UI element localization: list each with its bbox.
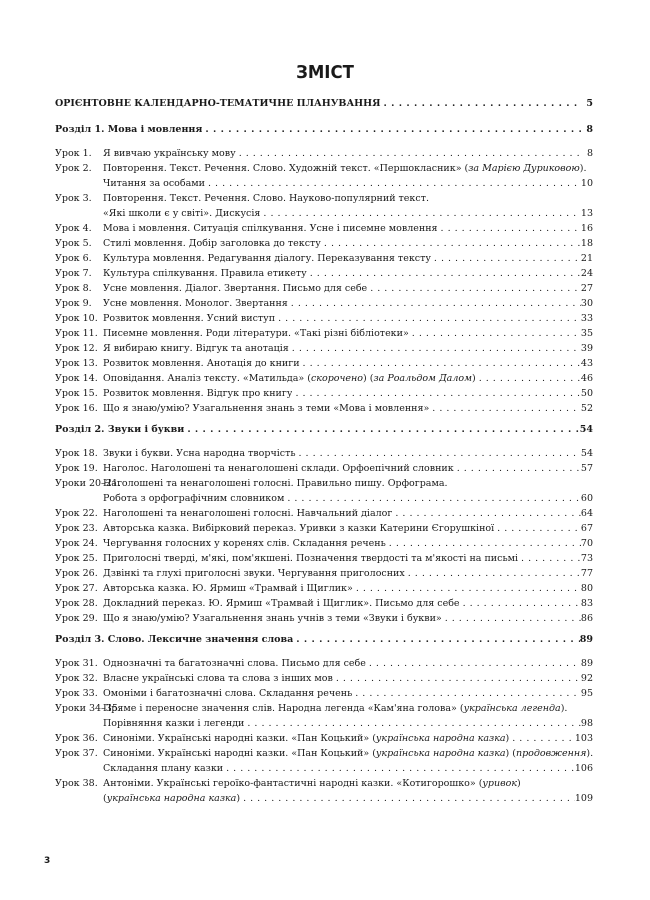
toc-entry-label: Урок 15. [55, 388, 98, 399]
toc-entry [55, 567, 593, 582]
dot-leader [205, 177, 581, 190]
toc-entry-label: Урок 38. [55, 778, 98, 789]
toc-page-number: 106 [574, 763, 593, 774]
toc-entry-title: Власне українські слова та слова з інших мов [103, 673, 333, 684]
dot-leader [367, 282, 581, 295]
toc-page-number: 86 [580, 613, 593, 624]
toc-entry-title: Розвиток мовлення. Усний виступ [103, 313, 276, 324]
toc-entry-label: Урок 1. [55, 148, 92, 159]
toc-entry-label: Урок 32. [55, 673, 98, 684]
dot-leader [300, 357, 581, 370]
toc-entry-title: Складання плану казки [103, 763, 224, 774]
toc-entry [55, 312, 593, 327]
toc-entry-title: Розділ 1. Мова і мовлення [55, 124, 203, 135]
toc-entry [55, 552, 593, 567]
dot-leader [321, 237, 581, 250]
toc-entry-title: Оповідання. Аналіз тексту. «Матильда» (скорочено) (за Роальдом Далом) [103, 373, 476, 384]
toc-entry-title: ОРІЄНТОВНЕ КАЛЕНДАРНО-ТЕМАТИЧНЕ ПЛАНУВАННЯ [55, 98, 381, 109]
toc-page-number: 13 [580, 208, 593, 219]
toc-entry-label: Урок 24. [55, 538, 98, 549]
toc-entry-title: Наголошені та ненаголошені голосні. Правильно пишу. Орфограма. [103, 478, 448, 489]
dot-leader [352, 687, 581, 700]
toc-entry-title: Приголосні тверді, м'які, пом'якшені. Позначення твердості та м'якості на письмі [103, 553, 519, 564]
toc-entry-label: Урок 18. [55, 448, 98, 459]
toc-page-number: 18 [580, 238, 593, 249]
toc-entry-title: Читання за особами [103, 178, 205, 189]
dot-leader [184, 423, 579, 436]
toc-entry-label: Урок 13. [55, 358, 98, 369]
toc-entry-title: Розділ 3. Слово. Лексичне значення слова [55, 634, 294, 645]
dot-leader [307, 267, 581, 280]
toc-entry [55, 342, 593, 357]
table-of-contents [55, 97, 593, 807]
toc-page-number: 8 [586, 124, 593, 135]
toc-entry-label: Урок 7. [55, 268, 92, 279]
toc-entry-title: Повторення. Текст. Речення. Слово. Художній текст. «Першокласник» (за Марією Дуриковою). [103, 163, 587, 174]
toc-entry [55, 537, 593, 552]
toc-page-number: 77 [580, 568, 593, 579]
toc-entry [55, 732, 593, 747]
toc-entry [55, 462, 593, 477]
toc-entry [55, 702, 593, 732]
toc-entry-title: Що я знаю/умію? Узагальнення знань учнів з теми «Звуки і букви» [103, 613, 442, 624]
dot-leader [223, 762, 575, 775]
toc-entry [55, 402, 593, 417]
toc-entry [55, 297, 593, 312]
toc-entry-title: Дзвінкі та глухі приголосні звуки. Чергування приголосних [103, 568, 405, 579]
toc-entry [55, 357, 593, 372]
toc-page-number: 109 [574, 793, 593, 804]
toc-page-number: 57 [580, 463, 593, 474]
toc-page-number: 16 [580, 223, 593, 234]
toc-page-number: 54 [579, 424, 593, 435]
toc-entry-label: Урок 27. [55, 583, 98, 594]
dot-leader [284, 492, 581, 505]
toc-entry-title: Синоніми. Українські народні казки. «Пан Коцький» (українська народна казка) [103, 733, 510, 744]
toc-entry [55, 222, 593, 237]
toc-entry [55, 327, 593, 342]
toc-entry [55, 522, 593, 537]
toc-page-number: 89 [580, 658, 593, 669]
toc-page-number: 46 [580, 373, 593, 384]
toc-entry-label: Урок 11. [55, 328, 98, 339]
toc-entry-title: Стилі мовлення. Добір заголовка до тексту [103, 238, 321, 249]
toc-page-number: 27 [580, 283, 593, 294]
toc-entry-title: (українська народна казка) [103, 793, 241, 804]
toc-entry-title: Розвиток мовлення. Анотація до книги [103, 358, 300, 369]
toc-entry-label: Урок 23. [55, 523, 98, 534]
toc-entry-label: Урок 4. [55, 223, 92, 234]
toc-entry-label: Урок 9. [55, 298, 92, 309]
toc-entry-title: Порівняння казки і легенди [103, 718, 245, 729]
toc-entry-title: «Які школи є у світі». Дискусія [103, 208, 261, 219]
toc-section-heading [55, 123, 593, 136]
toc-entry [55, 747, 593, 777]
toc-entry-title: Писемне мовлення. Роди літератури. «Такі різні бібліотеки» [103, 328, 409, 339]
toc-entry-title: Культура спілкування. Правила етикету [103, 268, 307, 279]
toc-entry-title: Розділ 2. Звуки і букви [55, 424, 185, 435]
toc-entry-title: Робота з орфографічним словником [103, 493, 285, 504]
toc-page-number: 80 [580, 583, 593, 594]
dot-leader [518, 552, 581, 565]
toc-entry-title: Я вибираю книгу. Відгук та анотація [103, 343, 289, 354]
toc-entry-label: Урок 16. [55, 403, 98, 414]
dot-leader [409, 327, 581, 340]
toc-entry-label: Урок 36. [55, 733, 98, 744]
toc-entry-title: Омоніми і багатозначні слова. Складання речень [103, 688, 353, 699]
toc-entry-label: Урок 31. [55, 658, 98, 669]
toc-page-number: 30 [580, 298, 593, 309]
toc-entry-title: Мова і мовлення. Ситуація спілкування. Усне і писемне мовлення [103, 223, 438, 234]
dot-leader [366, 657, 581, 670]
toc-entry-title: Авторська казка. Ю. Ярмиш «Трамвай і Щиглик» [103, 583, 353, 594]
toc-page-number: 70 [580, 538, 593, 549]
toc-entry-title: Докладний переказ. Ю. Ярмиш «Трамвай і Щиглик». Письмо для себе [103, 598, 460, 609]
toc-page-number: 52 [580, 403, 593, 414]
dot-leader [431, 252, 581, 265]
toc-entry-title: Пряме і переносне значення слів. Народна легенда «Кам'яна голова» (українська легенда). [103, 703, 568, 714]
toc-entry-label: Урок 29. [55, 613, 98, 624]
toc-entry [55, 672, 593, 687]
toc-entry-title: Я вивчаю українську мову [103, 148, 236, 159]
toc-entry-title: Однозначні та багатозначні слова. Письмо для себе [103, 658, 366, 669]
toc-entry-label: Урок 2. [55, 163, 92, 174]
toc-entry-title: Наголос. Наголошені та ненаголошені склади. Орфоепічний словник [103, 463, 454, 474]
toc-entry [55, 687, 593, 702]
dot-leader [353, 582, 581, 595]
toc-page-number: 54 [580, 448, 593, 459]
toc-entry [55, 372, 593, 387]
toc-page-number: 8 [586, 148, 593, 159]
dot-leader [405, 567, 581, 580]
toc-entry [55, 237, 593, 252]
dot-leader [240, 792, 575, 805]
toc-section-heading [55, 633, 593, 646]
toc-entry-title: Звуки і букви. Усна народна творчість [103, 448, 296, 459]
toc-entry-label: Урок 25. [55, 553, 98, 564]
toc-entry [55, 507, 593, 522]
dot-leader [288, 297, 581, 310]
page-title: ЗМІСТ [296, 62, 354, 83]
toc-entry-title: Розвиток мовлення. Відгук про книгу [103, 388, 293, 399]
toc-page-number: 67 [580, 523, 593, 534]
toc-entry [55, 267, 593, 282]
toc-entry-label: Урок 19. [55, 463, 98, 474]
toc-entry-title: Повторення. Текст. Речення. Слово. Науково-популярний текст. [103, 193, 429, 204]
toc-entry-title: Антоніми. Українські героїко-фантастичні народні казки. «Котигорошко» (уривок) [103, 778, 521, 789]
toc-entry [55, 777, 593, 807]
dot-leader [289, 342, 581, 355]
toc-page-number: 50 [580, 388, 593, 399]
toc-page-number: 98 [580, 718, 593, 729]
toc-entry-title: Усне мовлення. Монолог. Звертання [103, 298, 288, 309]
dot-leader [236, 147, 581, 160]
dot-leader [292, 387, 580, 400]
toc-entry [55, 657, 593, 672]
toc-entry [55, 447, 593, 462]
toc-entry [55, 147, 593, 162]
toc-page-number: 33 [580, 313, 593, 324]
dot-leader [460, 597, 581, 610]
toc-entry [55, 192, 593, 222]
toc-page-number: 89 [579, 634, 593, 645]
toc-entry-title: Чергування голосних у коренях слів. Складання речень [103, 538, 386, 549]
dot-leader [494, 522, 581, 535]
toc-entry-title: Авторська казка. Вибірковий переказ. Уривки з казки Катерини Єгорушкіної [103, 523, 495, 534]
toc-entry-label: Урок 8. [55, 283, 92, 294]
toc-entry-label: Уроки 34–35. [55, 703, 121, 714]
dot-leader [275, 312, 581, 325]
dot-leader [296, 447, 581, 460]
toc-entry [55, 582, 593, 597]
toc-entry-label: Урок 5. [55, 238, 92, 249]
toc-entry-label: Урок 37. [55, 748, 98, 759]
toc-entry-title: Синоніми. Українські народні казки. «Пан Коцький» (українська народна казка) (продовження). [103, 748, 593, 759]
dot-leader [260, 207, 580, 220]
toc-entry [55, 477, 593, 507]
toc-page-number: 95 [580, 688, 593, 699]
toc-entry [55, 387, 593, 402]
toc-entry [55, 162, 593, 192]
toc-entry-label: Урок 28. [55, 598, 98, 609]
toc-entry-label: Урок 12. [55, 343, 98, 354]
dot-leader [244, 717, 581, 730]
toc-entry-label: Урок 3. [55, 193, 92, 204]
toc-section-heading [55, 423, 593, 436]
dot-leader [438, 222, 581, 235]
toc-main-heading [55, 97, 593, 110]
dot-leader [293, 633, 580, 646]
toc-page-number: 73 [580, 553, 593, 564]
toc-entry [55, 612, 593, 627]
dot-leader [429, 402, 581, 415]
toc-entry-title: Наголошені та ненаголошені голосні. Навчальний діалог [103, 508, 393, 519]
page-number: 3 [44, 856, 51, 866]
toc-page-number: 103 [574, 733, 593, 744]
toc-page-number: 60 [580, 493, 593, 504]
toc-entry-label: Уроки 20–21. [55, 478, 121, 489]
dot-leader [381, 97, 581, 110]
toc-page-number: 83 [580, 598, 593, 609]
toc-entry-label: Урок 6. [55, 253, 92, 264]
toc-page-number: 5 [586, 98, 593, 109]
toc-entry-label: Урок 14. [55, 373, 98, 384]
toc-entry [55, 597, 593, 612]
dot-leader [392, 507, 581, 520]
toc-page-number: 10 [580, 178, 593, 189]
dot-leader [509, 732, 575, 745]
toc-entry [55, 282, 593, 297]
toc-entry-label: Урок 10. [55, 313, 98, 324]
dot-leader [202, 123, 581, 136]
toc-page-number: 35 [580, 328, 593, 339]
dot-leader [476, 372, 581, 385]
toc-entry-title: Культура мовлення. Редагування діалогу. Переказування тексту [103, 253, 431, 264]
dot-leader [442, 612, 581, 625]
toc-page-number: 21 [580, 253, 593, 264]
toc-page-number: 24 [580, 268, 593, 279]
toc-page-number: 64 [580, 508, 593, 519]
dot-leader [333, 672, 581, 685]
toc-page-number: 39 [580, 343, 593, 354]
toc-page-number: 92 [580, 673, 593, 684]
toc-entry-title: Що я знаю/умію? Узагальнення знань з теми «Мова і мовлення» [103, 403, 430, 414]
toc-entry-label: Урок 33. [55, 688, 98, 699]
toc-entry [55, 252, 593, 267]
toc-page-number: 43 [580, 358, 593, 369]
dot-leader [454, 462, 581, 475]
toc-entry-title: Усне мовлення. Діалог. Звертання. Письмо для себе [103, 283, 368, 294]
toc-entry-label: Урок 26. [55, 568, 98, 579]
toc-entry-label: Урок 22. [55, 508, 98, 519]
dot-leader [386, 537, 581, 550]
